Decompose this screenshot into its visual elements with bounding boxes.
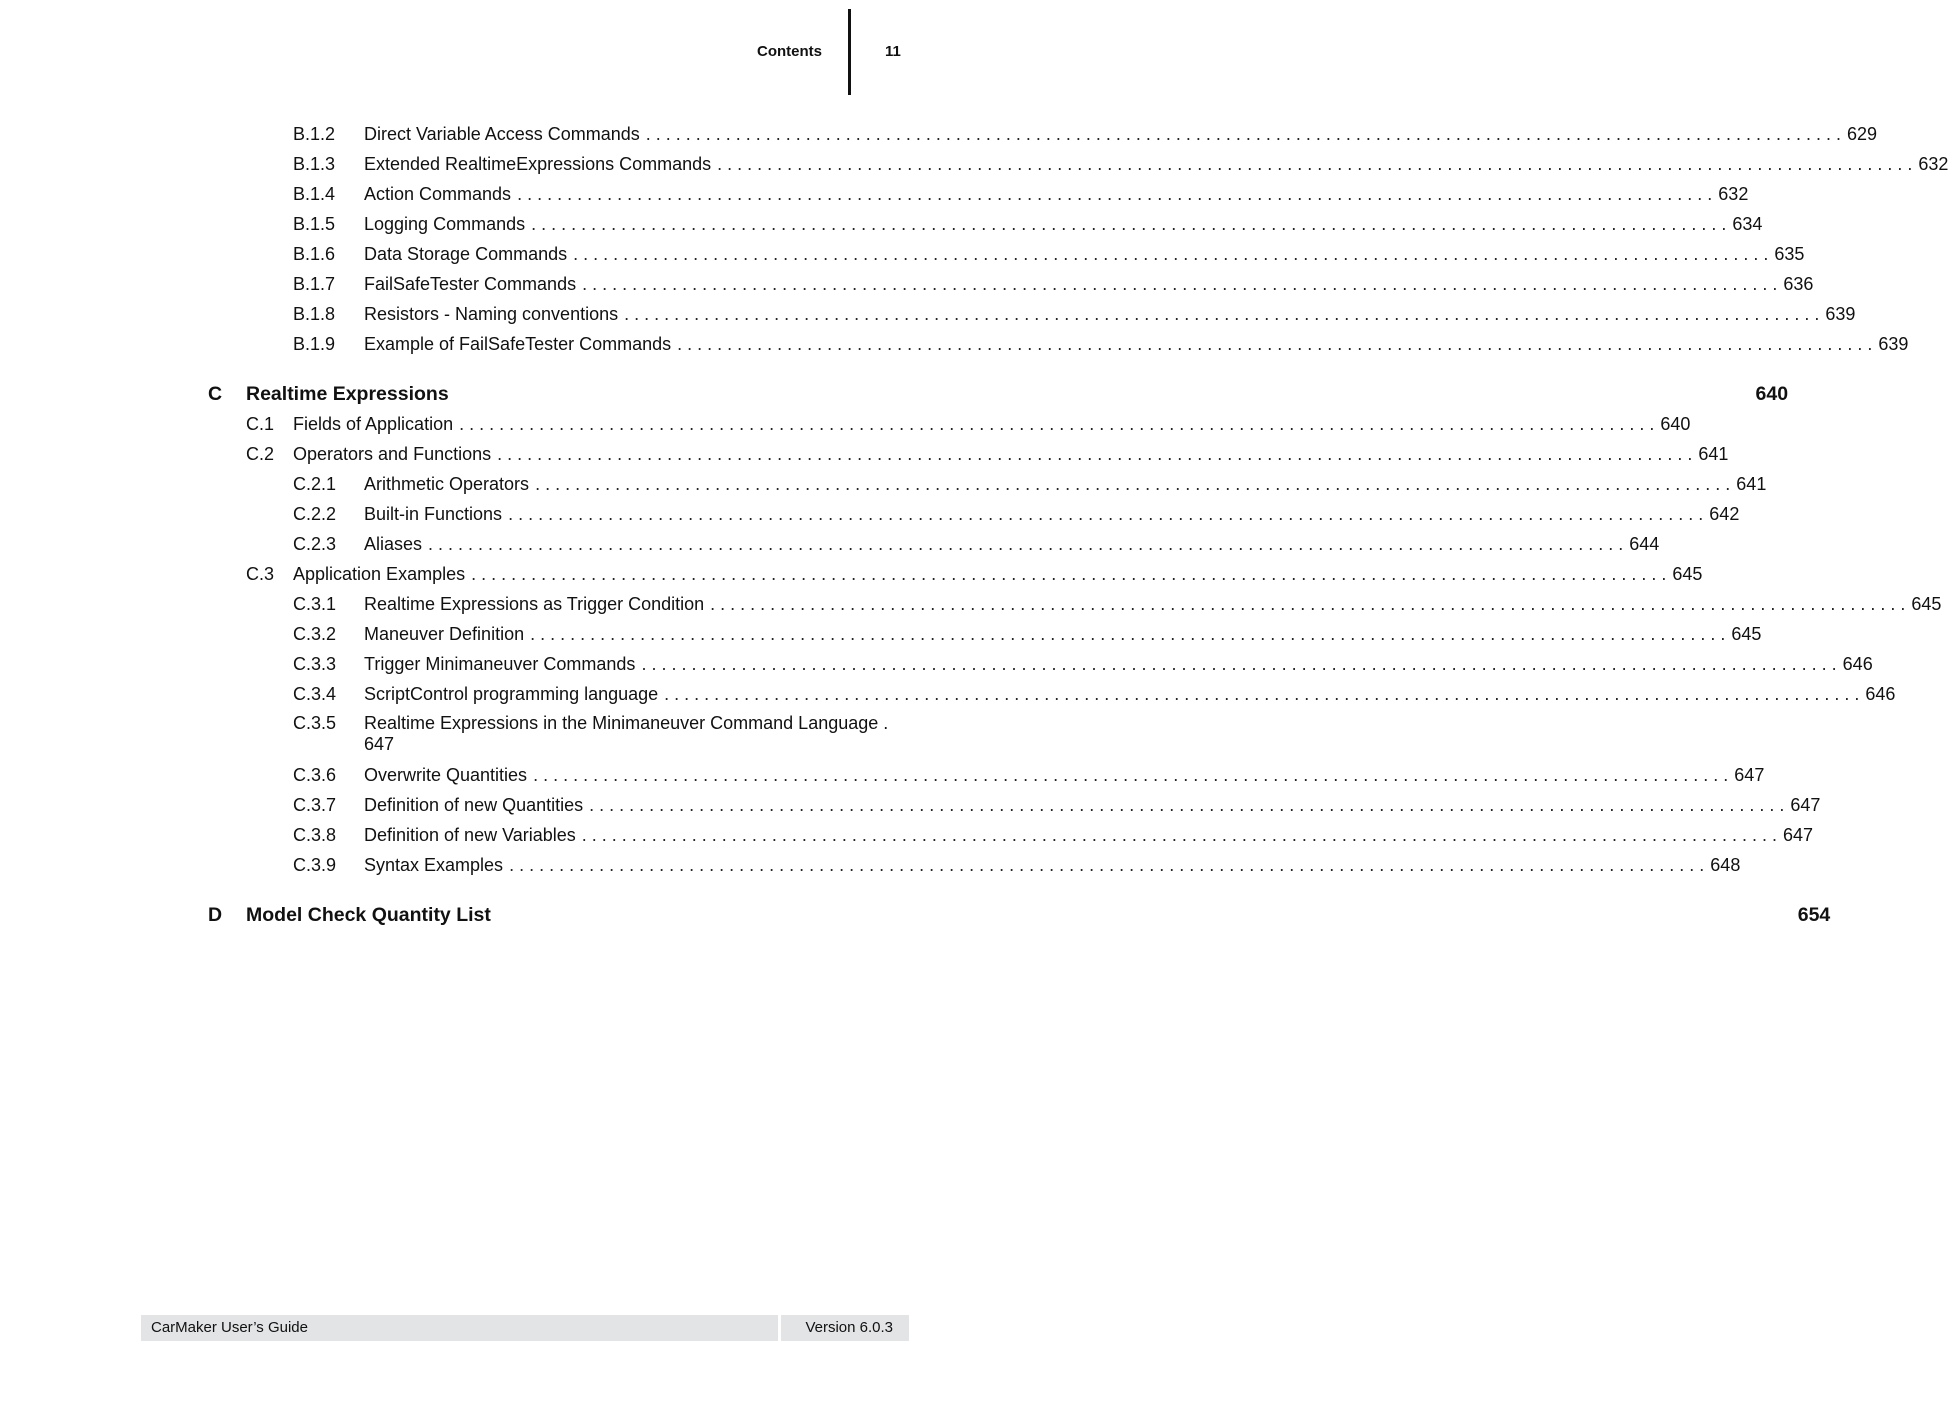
toc-leader-dots: . . . . . . . . . . . . . . . . . . . . . . . . . . . . . . . . . . . . . . . . . . . . . . . . . . . . . . . . . . . . . . . . . . . . . . . . . . . . . . . . . . . . . . . . . . . . . . . . . . . . . . . . . . . . . . . . . . . . . . . . <box>573 244 1769 264</box>
toc-entry-line <box>364 503 1740 525</box>
toc-entry-number: C.3.8 <box>293 825 337 845</box>
toc-leader-dots: . . . . . . . . . . . . . . . . . . . . . . . . . . . . . . . . . . . . . . . . . . . . . . . . . . . . . . . . . . . . . . . . . . . . . . . . . . . . . . . . . . . . . . . . . . . . . . . . . . . . . . . . . . . . . . . . . . . . . . . . <box>508 504 1704 524</box>
toc-entry-page: 647 <box>364 734 395 754</box>
toc-entry-number: C.2.1 <box>293 474 337 494</box>
toc-entry-line <box>364 183 1749 205</box>
toc-entry-page: 646 <box>1842 654 1873 674</box>
toc-entry-title: Logging Commands <box>364 214 526 234</box>
toc-leader-dots: . . . . . . . . . . . . . . . . . . . . . . . . . . . . . . . . . . . . . . . . . . . . . . . . . . . . . . . . . . . . . . . . . . . . . . . . . . . . . . . . . . . . . . . . . . . . . . . . . . . . . . . . . . . . . . . . . . . . . . . . <box>624 304 1820 324</box>
toc-entry-page: 642 <box>1709 504 1740 524</box>
toc-entry[interactable] <box>293 123 1878 145</box>
toc-entry-line <box>293 563 1703 585</box>
toc-entry-number: B.1.7 <box>293 274 336 294</box>
toc-entry[interactable] <box>293 503 1740 525</box>
toc-entry-page: 645 <box>1911 594 1942 614</box>
toc-entry-title: Direct Variable Access Commands <box>364 124 640 144</box>
toc-entry-number: C.2.2 <box>293 504 337 524</box>
toc-entry-page: 644 <box>1629 534 1660 554</box>
toc-entry[interactable] <box>293 533 1660 555</box>
toc-entry-page: 640 <box>1755 383 1789 405</box>
toc-entry-title: Fields of Application <box>293 414 454 434</box>
toc-leader-dots: . . . . . . . . . . . . . . . . . . . . . . . . . . . . . . . . . . . . . . . . . . . . . . . . . . . . . . . . . . . . . . . . . . . . . . . . . . . . . . . . . . . . . . . . . . . . . . . . . . . . . . . . . . . . . . . . . . . . . . . . <box>664 684 1860 704</box>
toc-entry-number: C.3.5 <box>293 713 337 733</box>
toc-entry-page: 632 <box>1718 184 1749 204</box>
toc-entry[interactable] <box>293 683 1896 705</box>
toc-entry-page: 647 <box>1790 795 1821 815</box>
toc-entry[interactable] <box>246 413 1691 435</box>
toc-entry-title: Overwrite Quantities <box>364 765 528 785</box>
toc-entry-line <box>293 443 1729 465</box>
toc-entry-line <box>364 153 1948 175</box>
toc-leader-dots: . . . . . . . . . . . . . . . . . . . . . . . . . . . . . . . . . . . . . . . . . . . . . . . . . . . . . . . . . . . . . . . . . . . . . . . . . . . . . . . . . . . . . . . . . . . . . . . . . . . . . . . . . . . . . . . . . . . . . . . . <box>710 594 1906 614</box>
toc-entry[interactable] <box>293 794 1821 816</box>
toc-entry-number: C.3.9 <box>293 855 337 875</box>
toc-entry-number: C.3 <box>246 564 275 584</box>
toc-entry-number: B.1.8 <box>293 304 336 324</box>
toc-entry-line <box>364 533 1660 555</box>
toc-entry-title: Built-in Functions <box>364 504 503 524</box>
toc-leader-dots: . . . . . . . . . . . . . . . . . . . . . . . . . . . . . . . . . . . . . . . . . . . . . . . . . . . . . . . . . . . . . . . . . . . . . . . . . . . . . . . . . . . . . . . . . . . . . . . . . . . . . . . . . . . . . . . . . . . . . . . . <box>459 414 1655 434</box>
toc-entry-page: 634 <box>1732 214 1763 234</box>
toc-entry-number: B.1.6 <box>293 244 336 264</box>
toc-entry-title: Trigger Minimaneuver Commands <box>364 654 636 674</box>
toc-entry-line <box>364 683 1896 705</box>
toc-entry-page: 645 <box>1672 564 1703 584</box>
toc-entry-number: C.2.3 <box>293 534 337 554</box>
toc-entry-title: Operators and Functions <box>293 444 492 464</box>
toc-entry-number: C.2 <box>246 444 275 464</box>
toc-entry[interactable] <box>293 824 1814 846</box>
toc-entry-page: 646 <box>1865 684 1896 704</box>
toc-entry[interactable] <box>293 243 1805 265</box>
toc-leader-dots: . . . . . . . . . . . . . . . . . . . . . . . . . . . . . . . . . . . . . . . . . . . . . . . . . . . . . . . . . . . . . . . . . . . . . . . . . . . . . . . . . . . . . . . . . . . . . . . . . . . . . . . . . . . . . . . . . . . . . . . . <box>582 274 1778 294</box>
toc-entry[interactable] <box>293 333 1909 355</box>
toc-entry-line <box>246 383 1789 405</box>
toc-leader-dots: . . . . . . . . . . . . . . . . . . . . . . . . . . . . . . . . . . . . . . . . . . . . . . . . . . . . . . . . . . . . . . . . . . . . . . . . . . . . . . . . . . . . . . . . . . . . . . . . . . . . . . . . . . . . . . . . . . . . . . . . <box>645 124 1841 144</box>
toc-entry-number: C.3.2 <box>293 624 337 644</box>
toc-entry-page: 647 <box>1734 765 1765 785</box>
toc-leader-dots: . . . . . . . . . . . . . . . . . . . . . . . . . . . . . . . . . . . . . . . . . . . . . . . . . . . . . . . . . . . . . . . . . . . . . . . . . . . . . . . . . . . . . . . . . . . . . . . . . . . . . . . . . . . . . . . . . . . . . . . . <box>589 795 1785 815</box>
header-section-title: Contents <box>757 43 822 60</box>
toc-entry-title: Aliases <box>364 534 423 554</box>
toc-entry[interactable] <box>293 764 1765 786</box>
toc-entry-title: Definition of new Quantities <box>364 795 584 815</box>
toc-entry-number: C.3.1 <box>293 594 337 614</box>
toc-entry[interactable] <box>293 273 1814 295</box>
toc-entry[interactable] <box>293 473 1767 495</box>
toc-entry[interactable] <box>246 443 1729 465</box>
header-divider <box>848 9 851 95</box>
toc-entry-title: Model Check Quantity List <box>246 904 491 926</box>
toc-entry[interactable] <box>293 623 1762 645</box>
footer-book-title: CarMaker User’s Guide <box>151 1319 308 1336</box>
toc-entry-title: Realtime Expressions in the Minimaneuver Command Language <box>364 713 879 733</box>
toc-leader-dots: . . . . . . . . . . . . . . . . . . . . . . . . . . . . . . . . . . . . . . . . . . . . . . . . . . . . . . . . . . . . . . . . . . . . . . . . . . . . . . . . . . . . . . . . . . . . . . . . . . . . . . . . . . . . . . . . . . . . . . . . <box>641 654 1837 674</box>
toc-entry-line <box>364 623 1762 645</box>
toc-entry-title: Action Commands <box>364 184 512 204</box>
toc-entry-line <box>364 653 1873 675</box>
toc-entry-title: Realtime Expressions as Trigger Condition <box>364 594 705 614</box>
toc-entry-line <box>364 854 1741 876</box>
toc-leader-dots: . . . . . . . . . . . . . . . . . . . . . . . . . . . . . . . . . . . . . . . . . . . . . . . . . . . . . . . . . . . . . . . . . . . . . . . . . . . . . . . . . . . . . . . . . . . . . . . . . . . . . . . . . . . . . . . . . . . . . . . . <box>581 825 1778 845</box>
toc-entry-page: 641 <box>1698 444 1729 464</box>
toc-entry-page: 640 <box>1660 414 1691 434</box>
toc-entry-line <box>364 824 1814 846</box>
toc-entry-title: Application Examples <box>293 564 466 584</box>
toc-entry-page: 645 <box>1731 624 1762 644</box>
toc-leader-dots: . . . . . . . . . . . . . . . . . . . . . . . . . . . . . . . . . . . . . . . . . . . . . . . . . . . . . . . . . . . . . . . . . . . . . . . . . . . . . . . . . . . . . . . . . . . . . . . . . . . . . . . . . . . . . . . . . . . . . . . . <box>428 534 1624 554</box>
toc-leader-dots: . . . . . . . . . . . . . . . . . . . . . . . . . . . . . . . . . . . . . . . . . . . . . . . . . . . . . . . . . . . . . . . . . . . . . . . . . . . . . . . . . . . . . . . . . . . . . . . . . . . . . . . . . . . . . . . . . . . . . . . . <box>517 184 1713 204</box>
toc-entry-page: 632 <box>1918 154 1948 174</box>
toc-entry[interactable] <box>293 213 1763 235</box>
toc-entry[interactable] <box>293 183 1749 205</box>
toc-entry-number: C.3.4 <box>293 684 337 704</box>
toc-chapter[interactable] <box>208 383 1789 405</box>
toc-entry-title: Definition of new Variables <box>364 825 576 845</box>
toc-leader-dots: . . . . . . . . . . . . . . . . . . . . . . . . . . . . . . . . . . . . . . . . . . . . . . . . . . . . . . . . . . . . . . . . . . . . . . . . . . . . . . . . . . . . . . . . . . . . . . . . . . . . . . . . . . . . . . . . . . . . . . . . <box>509 855 1705 875</box>
toc-chapter[interactable] <box>208 904 1831 926</box>
toc-entry-title: Maneuver Definition <box>364 624 525 644</box>
toc-leader-dots: . . . . . . . . . . . . . . . . . . . . . . . . . . . . . . . . . . . . . . . . . . . . . . . . . . . . . . . . . . . . . . . . . . . . . . . . . . . . . . . . . . . . . . . . . . . . . . . . . . . . . . . . . . . . . . . . . . . . . . . . <box>535 474 1731 494</box>
toc-entry-text <box>364 713 907 755</box>
toc-entry[interactable] <box>293 303 1856 325</box>
toc-entry-line <box>364 473 1767 495</box>
toc-entry-line <box>364 123 1878 145</box>
toc-entry-line <box>364 213 1763 235</box>
toc-entry-line <box>364 593 1942 615</box>
footer-version-bar <box>781 1315 909 1341</box>
toc-entry-number: B.1.5 <box>293 214 336 234</box>
toc-entry-line <box>364 764 1765 786</box>
toc-entry-number: B.1.9 <box>293 334 336 354</box>
toc-entry-title: Extended RealtimeExpressions Commands <box>364 154 712 174</box>
toc-entry-number: D <box>208 904 223 926</box>
toc-entry-title: Example of FailSafeTester Commands <box>364 334 672 354</box>
toc-entry-number: C.3.7 <box>293 795 337 815</box>
toc-entry-line <box>364 333 1909 355</box>
toc-entry-page: 654 <box>1797 904 1831 926</box>
toc-leader-dots: . . . . . . . . . . . . . . . . . . . . . . . . . . . . . . . . . . . . . . . . . . . . . . . . . . . . . . . . . . . . . . . . . . . . . . . . . . . . . . . . . . . . . . . . . . . . . . . . . . . . . . . . . . . . . . . . . . . . . . . . <box>530 624 1726 644</box>
toc-entry-line <box>364 273 1814 295</box>
toc-entry-line <box>364 303 1856 325</box>
toc-entry-page: 648 <box>1710 855 1741 875</box>
footer-version: Version 6.0.3 <box>805 1319 893 1336</box>
toc-entry-title: Syntax Examples <box>364 855 504 875</box>
toc-leader-dots: . . . . . . . . . . . . . . . . . . . . . . . . . . . . . . . . . . . . . . . . . . . . . . . . . . . . . . . . . . . . . . . . . . . . . . . . . . . . . . . . . . . . . . . . . . . . . . . . . . . . . . . . . . . . . . . . . . . . . . . . <box>497 444 1693 464</box>
toc-leader-dots: . <box>878 713 889 733</box>
toc-entry-number: B.1.3 <box>293 154 336 174</box>
toc-entry-number: B.1.2 <box>293 124 336 144</box>
toc-entry-line <box>364 243 1805 265</box>
toc-entry-title: Arithmetic Operators <box>364 474 530 494</box>
toc-entry-number: B.1.4 <box>293 184 336 204</box>
toc-leader-dots: . . . . . . . . . . . . . . . . . . . . . . . . . . . . . . . . . . . . . . . . . . . . . . . . . . . . . . . . . . . . . . . . . . . . . . . . . . . . . . . . . . . . . . . . . . . . . . . . . . . . . . . . . . . . . . . . . . . . . . . . <box>531 214 1727 234</box>
toc-entry[interactable] <box>293 593 1942 615</box>
toc-entry-line <box>293 413 1691 435</box>
toc-entry-page: 636 <box>1783 274 1814 294</box>
toc-entry-number: C.1 <box>246 414 275 434</box>
toc-entry-line <box>364 794 1821 816</box>
toc-leader-dots: . . . . . . . . . . . . . . . . . . . . . . . . . . . . . . . . . . . . . . . . . . . . . . . . . . . . . . . . . . . . . . . . . . . . . . . . . . . . . . . . . . . . . . . . . . . . . . . . . . . . . . . . . . . . . . . . . . . . . . . . <box>533 765 1729 785</box>
toc-entry-title: FailSafeTester Commands <box>364 274 577 294</box>
toc-leader-dots: . . . . . . . . . . . . . . . . . . . . . . . . . . . . . . . . . . . . . . . . . . . . . . . . . . . . . . . . . . . . . . . . . . . . . . . . . . . . . . . . . . . . . . . . . . . . . . . . . . . . . . . . . . . . . . . . . . . . . . . . <box>677 334 1873 354</box>
toc-entry-number: C <box>208 383 223 405</box>
toc-entry-number: C.3.3 <box>293 654 337 674</box>
footer-book-title-bar <box>141 1315 778 1341</box>
toc-entry-line <box>246 904 1831 926</box>
toc-entry-title: Resistors - Naming conventions <box>364 304 619 324</box>
toc-entry-number: C.3.6 <box>293 765 337 785</box>
toc-entry-title: Realtime Expressions <box>246 383 449 405</box>
toc-entry-page: 641 <box>1736 474 1767 494</box>
toc-entry-title: ScriptControl programming language <box>364 684 659 704</box>
toc-entry-page: 635 <box>1774 244 1805 264</box>
toc-entry-page: 647 <box>1783 825 1814 845</box>
toc-entry[interactable] <box>293 653 1873 675</box>
header-page-number: 11 <box>885 43 901 60</box>
toc-entry[interactable] <box>246 563 1703 585</box>
toc-entry-page: 639 <box>1825 304 1856 324</box>
toc-entry-title: Data Storage Commands <box>364 244 568 264</box>
toc-entry[interactable] <box>293 854 1741 876</box>
toc-entry-page: 629 <box>1847 124 1878 144</box>
toc-entry[interactable] <box>293 153 1948 175</box>
toc-leader-dots: . . . . . . . . . . . . . . . . . . . . . . . . . . . . . . . . . . . . . . . . . . . . . . . . . . . . . . . . . . . . . . . . . . . . . . . . . . . . . . . . . . . . . . . . . . . . . . . . . . . . . . . . . . . . . . . . . . . . . . . . <box>717 154 1913 174</box>
toc-entry-page: 639 <box>1878 334 1909 354</box>
toc-leader-dots: . . . . . . . . . . . . . . . . . . . . . . . . . . . . . . . . . . . . . . . . . . . . . . . . . . . . . . . . . . . . . . . . . . . . . . . . . . . . . . . . . . . . . . . . . . . . . . . . . . . . . . . . . . . . . . . . . . . . . . . . <box>471 564 1667 584</box>
